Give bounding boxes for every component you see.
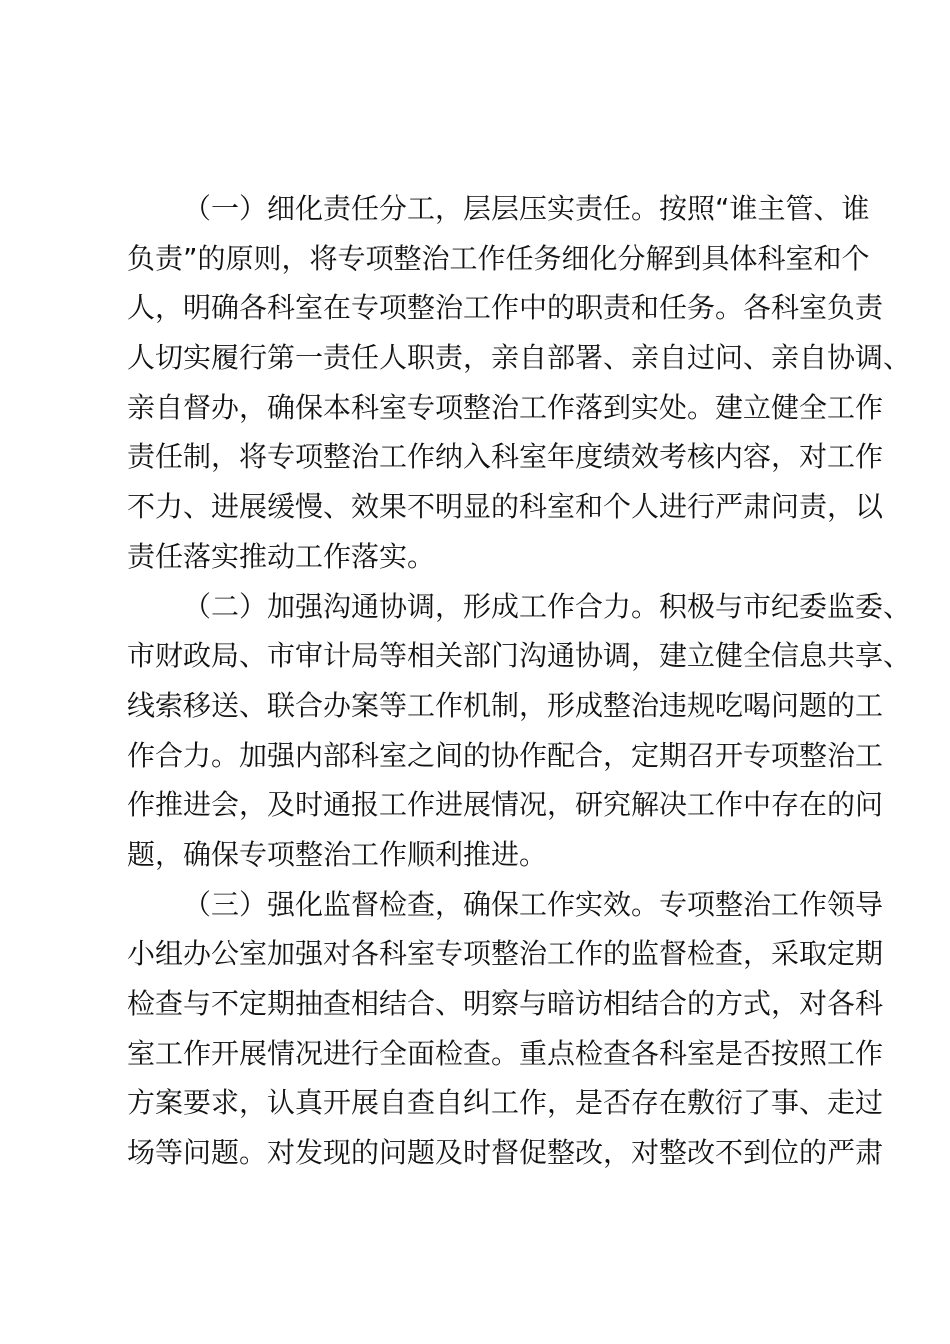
text-line: 检查与不定期抽查相结合、明察与暗访相结合的方式，对各科	[127, 987, 884, 1020]
text-line: 作合力。加强内部科室之间的协作配合，定期召开专项整治工	[127, 738, 884, 772]
text-line: 不力、进展缓慢、效果不明显的科室和个人进行严肃问责，以	[127, 490, 884, 524]
text-line: 场等问题。对发现的问题及时督促整改，对整改不到位的严肃	[127, 1136, 884, 1170]
text-line: 作推进会，及时通报工作进展情况，研究解决工作中存在的问	[127, 788, 884, 822]
text-line: 责任制，将专项整治工作纳入科室年度绩效考核内容，对工作	[127, 440, 884, 474]
text-line: 市财政局、市审计局等相关部门沟通协调，建立健全信息共享、	[127, 639, 912, 673]
text-line: 亲自督办，确保本科室专项整治工作落到实处。建立健全工作	[127, 390, 884, 424]
text-line: 责任落实推动工作落实。	[127, 539, 436, 573]
text-line: 线索移送、联合办案等工作机制，形成整治违规吃喝问题的工	[127, 688, 884, 722]
document-body	[127, 184, 912, 1178]
text-line: （三）强化监督检查，确保工作实效。专项整治工作领导	[183, 887, 884, 921]
text-line: 室工作开展情况进行全面检查。重点检查各科室是否按照工作	[127, 1036, 884, 1070]
paragraph-3	[127, 880, 884, 1178]
paragraph-2	[127, 582, 912, 880]
text-line: 题，确保专项整治工作顺利推进。	[127, 837, 548, 871]
text-line: 负责”的原则，将专项整治工作任务细化分解到具体科室和个	[127, 241, 870, 275]
text-line: 人切实履行第一责任人职责，亲自部署、亲自过问、亲自协调、	[127, 341, 912, 375]
paragraph-1	[127, 184, 912, 582]
text-line: 人，明确各科室在专项整治工作中的职责和任务。各科室负责	[127, 291, 884, 325]
text-line: 小组办公室加强对各科室专项整治工作的监督检查，采取定期	[127, 937, 884, 971]
text-line: （一）细化责任分工，层层压实责任。按照“谁主管、谁	[183, 192, 870, 225]
text-line: （二）加强沟通协调，形成工作合力。积极与市纪委监委、	[183, 589, 912, 623]
text-line: 方案要求，认真开展自查自纠工作，是否存在敷衍了事、走过	[127, 1086, 884, 1120]
